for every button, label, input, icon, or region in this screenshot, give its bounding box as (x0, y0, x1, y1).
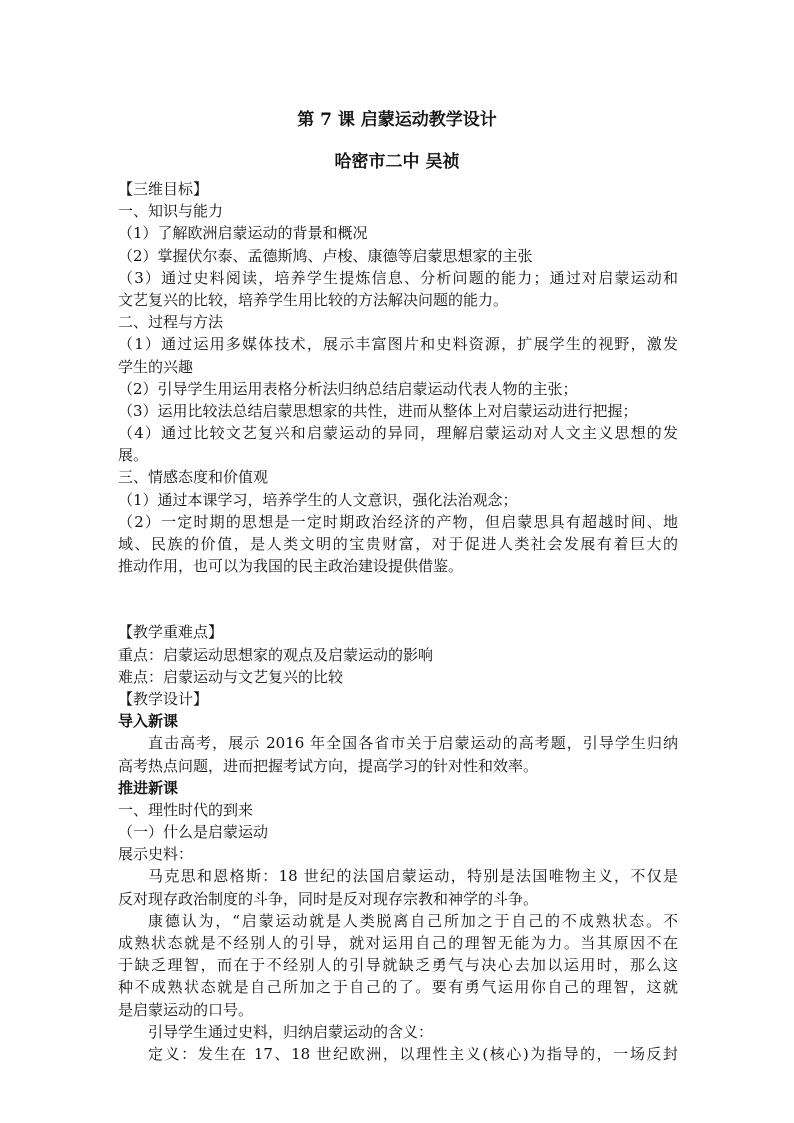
list-item: （1）通过本课学习，培养学生的人文意识，强化法治观念； (118, 490, 518, 509)
subheading-process: 二、过程与方法 (118, 313, 224, 332)
quote-line: 成熟状态就是不经别人的引导，就对运用自己的理智无能为力。当其原因不在 (118, 934, 678, 952)
list-item-continued: 展。 (118, 446, 149, 465)
list-item: （2）一定时期的思想是一定时期政治经济的产物，但启蒙思具有超越时间、地 (118, 512, 678, 531)
quote-line: 马克思和恩格斯：18 世纪的法国启蒙运动，特别是法国唯物主义，不仅是 (148, 867, 678, 886)
list-item-continued: 推动作用，也可以为我国的民主政治建设提供借鉴。 (118, 557, 464, 576)
author-line: 哈密市二中 吴祯 (334, 152, 460, 172)
list-item-continued: 域、民族的价值，是人类文明的宝贵财富，对于促进人类社会发展有着巨大的 (118, 535, 678, 553)
source-label: 展示史料： (118, 845, 194, 864)
section-heading-objectives: 【三维目标】 (118, 180, 209, 198)
subheading-values: 三、情感态度和价值观 (118, 468, 269, 487)
paragraph-line: 高考热点问题，进而把握考试方向，提高学习的针对性和效率。 (118, 756, 539, 775)
list-item: （2）引导学生用运用表格分析法归纳总结启蒙运动代表人物的主张； (118, 379, 578, 398)
subheading-knowledge: 一、知识与能力 (118, 202, 224, 221)
lesson-part-heading: 一、理性时代的到来 (118, 800, 254, 819)
list-item: （2）掌握伏尔泰、孟德斯鸠、卢梭、康德等启蒙思想家的主张 (118, 246, 533, 265)
section-heading-key-points: 【教学重难点】 (118, 623, 224, 642)
lesson-subpart-heading: （一）什么是启蒙运动 (118, 823, 269, 842)
quote-line: 反对现存政治制度的斗争，同时是反对现存宗教和神学的斗争。 (118, 889, 539, 908)
list-item: （1）通过运用多媒体技术，展示丰富图片和史料资源，扩展学生的视野，激发 (118, 335, 678, 354)
list-item: （3）通过史料阅读，培养学生提炼信息、分析问题的能力；通过对启蒙运动和 (118, 268, 678, 287)
paragraph-line: 引导学生通过史料，归纳启蒙运动的含义： (148, 1022, 434, 1041)
blank-space (118, 577, 678, 621)
list-item: （3）运用比较法总结启蒙思想家的共性，进而从整体上对启蒙运动进行把握； (118, 401, 638, 420)
quote-line: 于缺乏理智，而在于不经别人的引导就缺乏勇气与决心去加以运用时，那么这 (118, 956, 678, 975)
definition-line: 定义：发生在 17、18 世纪欧洲，以理性主义(核心)为指导的，一场反封 (148, 1044, 678, 1063)
list-item: （1）了解欧洲启蒙运动的背景和概况 (118, 224, 368, 243)
list-item-continued: 学生的兴趣 (118, 357, 194, 376)
section-heading-design: 【教学设计】 (118, 689, 209, 708)
paragraph-line: 直击高考，展示 2016 年全国各省市关于启蒙运动的高考题，引导学生归纳 (148, 734, 678, 753)
list-item-continued: 文艺复兴的比较，培养学生用比较的方法解决问题的能力。 (118, 290, 509, 309)
quote-line: 种不成熟状态就是自己所加之于自己的了。要有勇气运用你自己的理智，这就 (118, 978, 678, 997)
quote-line: 是启蒙运动的口号。 (118, 1000, 254, 1019)
difficult-point-line: 难点：启蒙运动与文艺复兴的比较 (118, 667, 344, 686)
quote-line: 康德认为，“启蒙运动就是人类脱离自己所加之于自己的不成熟状态。不 (148, 911, 678, 930)
document-body (118, 178, 678, 1065)
key-point-line: 重点：启蒙运动思想家的观点及启蒙运动的影响 (118, 645, 434, 664)
subheading-introduction: 导入新课 (118, 712, 179, 731)
lesson-title: 第 7 课 启蒙运动教学设计 (297, 110, 497, 130)
list-item: （4）通过比较文艺复兴和启蒙运动的异同，理解启蒙运动对人文主义思想的发 (118, 424, 678, 443)
subheading-new-lesson: 推进新课 (118, 778, 179, 797)
